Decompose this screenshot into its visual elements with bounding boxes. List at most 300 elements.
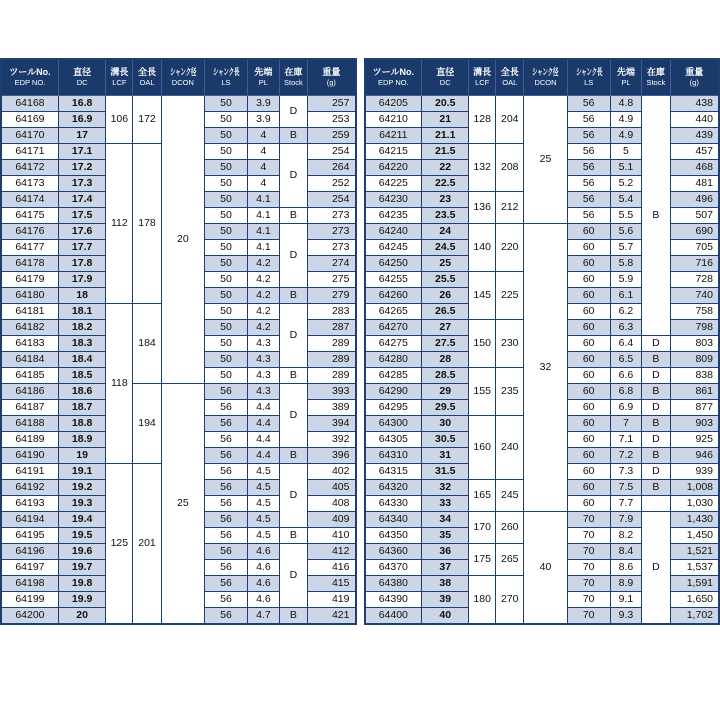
stock-cell: B xyxy=(642,479,670,495)
header-dc-jp: 直径 xyxy=(436,67,455,78)
edp-cell: 64275 xyxy=(365,335,422,351)
stock-cell: D xyxy=(279,95,307,127)
pl-cell: 4.3 xyxy=(248,335,280,351)
header-lcf xyxy=(106,59,133,95)
dc-cell: 24 xyxy=(422,223,469,239)
stock-cell: D xyxy=(279,463,307,527)
edp-cell: 64290 xyxy=(365,383,422,399)
ls-cell: 60 xyxy=(567,255,610,271)
dc-cell: 18.3 xyxy=(58,335,106,351)
ls-cell: 60 xyxy=(567,239,610,255)
edp-cell: 64315 xyxy=(365,463,422,479)
oal-cell: 184 xyxy=(133,303,162,383)
dc-cell: 19.8 xyxy=(58,575,106,591)
wt-cell: 877 xyxy=(670,399,719,415)
ls-cell: 56 xyxy=(567,95,610,111)
oal-cell: 208 xyxy=(496,143,524,191)
dcon-cell: 40 xyxy=(524,511,567,624)
edp-cell: 64320 xyxy=(365,479,422,495)
header-lcf-jp: 溝長 xyxy=(110,67,129,78)
dc-cell: 30.5 xyxy=(422,431,469,447)
edp-cell: 64179 xyxy=(1,271,58,287)
wt-cell: 728 xyxy=(670,271,719,287)
wt-cell: 273 xyxy=(308,207,356,223)
stock-cell: D xyxy=(642,511,670,624)
pl-cell: 6.2 xyxy=(610,303,641,319)
oal-cell: 260 xyxy=(496,511,524,543)
header-ls-en: LS xyxy=(584,77,594,87)
pl-cell: 7 xyxy=(610,415,641,431)
edp-cell: 64230 xyxy=(365,191,422,207)
dc-cell: 38 xyxy=(422,575,469,591)
pl-cell: 4.6 xyxy=(248,575,280,591)
oal-cell: 230 xyxy=(496,319,524,367)
ls-cell: 70 xyxy=(567,607,610,624)
lcf-cell: 136 xyxy=(469,191,496,223)
stock-cell: B xyxy=(279,127,307,143)
pl-cell: 4.3 xyxy=(248,367,280,383)
edp-cell: 64330 xyxy=(365,495,422,511)
header-wt-jp: 重量 xyxy=(322,67,341,78)
stock-cell: D xyxy=(279,383,307,447)
wt-cell: 275 xyxy=(308,271,356,287)
ls-cell: 60 xyxy=(567,463,610,479)
header-pl xyxy=(248,59,280,95)
ls-cell: 56 xyxy=(204,415,247,431)
header-pl-jp: 先端 xyxy=(616,67,635,78)
header-dc-jp: 直径 xyxy=(73,67,92,78)
pl-cell: 8.2 xyxy=(610,527,641,543)
wt-cell: 416 xyxy=(308,559,356,575)
header-lcf-en: LCF xyxy=(112,77,127,87)
pl-cell: 4.1 xyxy=(248,191,280,207)
header-dc-en: DC xyxy=(439,77,451,87)
edp-cell: 64174 xyxy=(1,191,58,207)
edp-cell: 64250 xyxy=(365,255,422,271)
edp-cell: 64194 xyxy=(1,511,58,527)
header-stock-jp: 在庫 xyxy=(646,67,665,78)
pl-cell: 7.7 xyxy=(610,495,641,511)
ls-cell: 56 xyxy=(204,559,247,575)
wt-cell: 468 xyxy=(670,159,719,175)
edp-cell: 64183 xyxy=(1,335,58,351)
ls-cell: 56 xyxy=(204,511,247,527)
dc-cell: 17.1 xyxy=(58,143,106,159)
edp-cell: 64178 xyxy=(1,255,58,271)
edp-cell: 64168 xyxy=(1,95,58,111)
wt-cell: 496 xyxy=(670,191,719,207)
header-wt-jp: 重量 xyxy=(685,67,704,78)
header-dc xyxy=(58,59,106,95)
pl-cell: 4.3 xyxy=(248,383,280,399)
ls-cell: 60 xyxy=(567,271,610,287)
edp-cell: 64390 xyxy=(365,591,422,607)
header-dcon xyxy=(524,59,567,95)
edp-cell: 64171 xyxy=(1,143,58,159)
pl-cell: 6.3 xyxy=(610,319,641,335)
lcf-cell: 160 xyxy=(469,415,496,479)
dc-cell: 17.3 xyxy=(58,175,106,191)
header-pl-en: PL xyxy=(258,77,268,87)
ls-cell: 50 xyxy=(204,175,247,191)
edp-cell: 64270 xyxy=(365,319,422,335)
dc-cell: 31.5 xyxy=(422,463,469,479)
header-edp-en: EDP NO. xyxy=(377,77,409,87)
spec-table-right xyxy=(364,58,720,625)
ls-cell: 60 xyxy=(567,399,610,415)
dc-cell: 19.2 xyxy=(58,479,106,495)
dc-cell: 17.7 xyxy=(58,239,106,255)
oal-cell: 235 xyxy=(496,367,524,415)
ls-cell: 60 xyxy=(567,335,610,351)
header-wt-en: (g) xyxy=(689,77,699,87)
pl-cell: 6.1 xyxy=(610,287,641,303)
oal-cell: 225 xyxy=(496,271,524,319)
header-oal xyxy=(496,59,524,95)
spec-table-left xyxy=(0,58,357,625)
lcf-cell: 106 xyxy=(106,95,133,143)
wt-cell: 257 xyxy=(308,95,356,111)
edp-cell: 64235 xyxy=(365,207,422,223)
lcf-cell: 150 xyxy=(469,319,496,367)
header-lcf xyxy=(469,59,496,95)
dcon-cell: 20 xyxy=(161,95,204,383)
dc-cell: 40 xyxy=(422,607,469,624)
dc-cell: 24.5 xyxy=(422,239,469,255)
wt-cell: 289 xyxy=(308,351,356,367)
pl-cell: 6.9 xyxy=(610,399,641,415)
edp-cell: 64187 xyxy=(1,399,58,415)
lcf-cell: 145 xyxy=(469,271,496,319)
pl-cell: 4.4 xyxy=(248,447,280,463)
ls-cell: 50 xyxy=(204,351,247,367)
ls-cell: 56 xyxy=(567,191,610,207)
wt-cell: 273 xyxy=(308,223,356,239)
edp-cell: 64245 xyxy=(365,239,422,255)
ls-cell: 56 xyxy=(567,175,610,191)
edp-cell: 64280 xyxy=(365,351,422,367)
ls-cell: 70 xyxy=(567,511,610,527)
dc-cell: 16.8 xyxy=(58,95,106,111)
header-stock-jp: 在庫 xyxy=(284,67,303,78)
edp-cell: 64220 xyxy=(365,159,422,175)
ls-cell: 50 xyxy=(204,127,247,143)
pl-cell: 7.9 xyxy=(610,511,641,527)
wt-cell: 838 xyxy=(670,367,719,383)
dc-cell: 19.7 xyxy=(58,559,106,575)
lcf-cell: 180 xyxy=(469,575,496,624)
edp-cell: 64175 xyxy=(1,207,58,223)
dc-cell: 17.8 xyxy=(58,255,106,271)
pl-cell: 4.2 xyxy=(248,303,280,319)
ls-cell: 56 xyxy=(567,143,610,159)
header-pl-jp: 先端 xyxy=(254,67,273,78)
wt-cell: 798 xyxy=(670,319,719,335)
ls-cell: 56 xyxy=(567,127,610,143)
edp-cell: 64191 xyxy=(1,463,58,479)
wt-cell: 409 xyxy=(308,511,356,527)
ls-cell: 50 xyxy=(204,159,247,175)
wt-cell: 394 xyxy=(308,415,356,431)
wt-cell: 758 xyxy=(670,303,719,319)
oal-cell: 240 xyxy=(496,415,524,479)
ls-cell: 60 xyxy=(567,447,610,463)
edp-cell: 64210 xyxy=(365,111,422,127)
stock-cell: D xyxy=(279,303,307,367)
pl-cell: 5.4 xyxy=(610,191,641,207)
pl-cell: 5 xyxy=(610,143,641,159)
ls-cell: 56 xyxy=(567,207,610,223)
stock-cell: B xyxy=(279,207,307,223)
lcf-cell: 112 xyxy=(106,143,133,303)
header-stock xyxy=(279,59,307,95)
stock-cell: B xyxy=(279,287,307,303)
wt-cell: 440 xyxy=(670,111,719,127)
dc-cell: 25.5 xyxy=(422,271,469,287)
stock-cell: B xyxy=(642,447,670,463)
stock-cell: B xyxy=(642,415,670,431)
ls-cell: 60 xyxy=(567,287,610,303)
header-edp xyxy=(365,59,422,95)
header-edp xyxy=(1,59,58,95)
header-edp-jp: ツールNo. xyxy=(9,67,51,78)
pl-cell: 4.2 xyxy=(248,271,280,287)
ls-cell: 56 xyxy=(567,159,610,175)
oal-cell: 245 xyxy=(496,479,524,511)
dc-cell: 28 xyxy=(422,351,469,367)
wt-cell: 946 xyxy=(670,447,719,463)
pl-cell: 3.9 xyxy=(248,95,280,111)
wt-cell: 939 xyxy=(670,463,719,479)
pl-cell: 4 xyxy=(248,127,280,143)
header-ls-jp: シャンク長 xyxy=(212,67,240,78)
lcf-cell: 118 xyxy=(106,303,133,463)
dc-cell: 20.5 xyxy=(422,95,469,111)
header-dc xyxy=(422,59,469,95)
ls-cell: 70 xyxy=(567,575,610,591)
pl-cell: 4.7 xyxy=(248,607,280,624)
dc-cell: 19.1 xyxy=(58,463,106,479)
pl-cell: 8.6 xyxy=(610,559,641,575)
wt-cell: 287 xyxy=(308,319,356,335)
edp-cell: 64265 xyxy=(365,303,422,319)
edp-cell: 64196 xyxy=(1,543,58,559)
pl-cell: 6.4 xyxy=(610,335,641,351)
pl-cell: 4.5 xyxy=(248,527,280,543)
pl-cell: 4.3 xyxy=(248,351,280,367)
wt-cell: 716 xyxy=(670,255,719,271)
wt-cell: 264 xyxy=(308,159,356,175)
pl-cell: 4.1 xyxy=(248,223,280,239)
dc-cell: 17 xyxy=(58,127,106,143)
ls-cell: 50 xyxy=(204,95,247,111)
dc-cell: 18.5 xyxy=(58,367,106,383)
pl-cell: 4 xyxy=(248,143,280,159)
pl-cell: 6.6 xyxy=(610,367,641,383)
header-row xyxy=(365,59,720,95)
ls-cell: 56 xyxy=(567,111,610,127)
wt-cell: 1,702 xyxy=(670,607,719,624)
stock-cell: D xyxy=(279,143,307,207)
header-stock-en: Stock xyxy=(284,77,303,87)
dc-cell: 26 xyxy=(422,287,469,303)
pl-cell: 6.5 xyxy=(610,351,641,367)
dc-cell: 36 xyxy=(422,543,469,559)
wt-cell: 903 xyxy=(670,415,719,431)
header-stock xyxy=(642,59,670,95)
dc-cell: 39 xyxy=(422,591,469,607)
stock-cell: B xyxy=(279,527,307,543)
header-dcon-jp: シャンク径 xyxy=(532,67,559,78)
header-wt xyxy=(308,59,356,95)
pl-cell: 4.1 xyxy=(248,207,280,223)
wt-cell: 415 xyxy=(308,575,356,591)
ls-cell: 50 xyxy=(204,239,247,255)
oal-cell: 212 xyxy=(496,191,524,223)
wt-cell: 803 xyxy=(670,335,719,351)
dc-cell: 32 xyxy=(422,479,469,495)
header-oal-jp: 全長 xyxy=(500,67,519,78)
stock-cell: D xyxy=(279,543,307,607)
dc-cell: 22 xyxy=(422,159,469,175)
ls-cell: 56 xyxy=(204,575,247,591)
dc-cell: 21 xyxy=(422,111,469,127)
lcf-cell: 125 xyxy=(106,463,133,624)
ls-cell: 70 xyxy=(567,591,610,607)
ls-cell: 50 xyxy=(204,191,247,207)
wt-cell: 408 xyxy=(308,495,356,511)
wt-cell: 925 xyxy=(670,431,719,447)
pl-cell: 9.1 xyxy=(610,591,641,607)
stock-cell: D xyxy=(642,399,670,415)
pl-cell: 7.3 xyxy=(610,463,641,479)
lcf-cell: 175 xyxy=(469,543,496,575)
edp-cell: 64340 xyxy=(365,511,422,527)
edp-cell: 64195 xyxy=(1,527,58,543)
header-wt-en: (g) xyxy=(326,77,336,87)
oal-cell: 204 xyxy=(496,95,524,143)
header-ls xyxy=(567,59,610,95)
pl-cell: 7.5 xyxy=(610,479,641,495)
oal-cell: 265 xyxy=(496,543,524,575)
wt-cell: 481 xyxy=(670,175,719,191)
stock-cell: B xyxy=(279,607,307,624)
edp-cell: 64176 xyxy=(1,223,58,239)
ls-cell: 70 xyxy=(567,543,610,559)
stock-cell xyxy=(642,495,670,511)
ls-cell: 50 xyxy=(204,143,247,159)
wt-cell: 253 xyxy=(308,111,356,127)
stock-cell: D xyxy=(642,463,670,479)
wt-cell: 861 xyxy=(670,383,719,399)
lcf-cell: 170 xyxy=(469,511,496,543)
header-oal xyxy=(133,59,162,95)
wt-cell: 402 xyxy=(308,463,356,479)
wt-cell: 1,650 xyxy=(670,591,719,607)
ls-cell: 50 xyxy=(204,303,247,319)
edp-cell: 64370 xyxy=(365,559,422,575)
wt-cell: 393 xyxy=(308,383,356,399)
pl-cell: 5.9 xyxy=(610,271,641,287)
edp-cell: 64350 xyxy=(365,527,422,543)
wt-cell: 1,450 xyxy=(670,527,719,543)
wt-cell: 405 xyxy=(308,479,356,495)
edp-cell: 64305 xyxy=(365,431,422,447)
wt-cell: 396 xyxy=(308,447,356,463)
pl-cell: 5.5 xyxy=(610,207,641,223)
dc-cell: 18 xyxy=(58,287,106,303)
edp-cell: 64169 xyxy=(1,111,58,127)
pl-cell: 8.9 xyxy=(610,575,641,591)
lcf-cell: 140 xyxy=(469,223,496,271)
ls-cell: 60 xyxy=(567,351,610,367)
wt-cell: 254 xyxy=(308,143,356,159)
ls-cell: 50 xyxy=(204,223,247,239)
pl-cell: 8.4 xyxy=(610,543,641,559)
lcf-cell: 132 xyxy=(469,143,496,191)
dc-cell: 16.9 xyxy=(58,111,106,127)
header-oal-jp: 全長 xyxy=(138,67,157,78)
dc-cell: 26.5 xyxy=(422,303,469,319)
dc-cell: 28.5 xyxy=(422,367,469,383)
pl-cell: 4.2 xyxy=(248,319,280,335)
edp-cell: 64198 xyxy=(1,575,58,591)
edp-cell: 64193 xyxy=(1,495,58,511)
oal-cell: 172 xyxy=(133,95,162,143)
dcon-cell: 25 xyxy=(161,383,204,624)
header-ls-en: LS xyxy=(221,77,231,87)
edp-cell: 64205 xyxy=(365,95,422,111)
spec-tables xyxy=(0,58,720,625)
ls-cell: 56 xyxy=(204,479,247,495)
edp-cell: 64181 xyxy=(1,303,58,319)
header-dc-en: DC xyxy=(76,77,88,87)
header-dcon xyxy=(161,59,204,95)
pl-cell: 4.5 xyxy=(248,511,280,527)
ls-cell: 60 xyxy=(567,495,610,511)
pl-cell: 4.8 xyxy=(610,95,641,111)
edp-cell: 64380 xyxy=(365,575,422,591)
stock-cell: D xyxy=(642,335,670,351)
edp-cell: 64185 xyxy=(1,367,58,383)
edp-cell: 64225 xyxy=(365,175,422,191)
ls-cell: 60 xyxy=(567,415,610,431)
stock-cell: B xyxy=(642,383,670,399)
edp-cell: 64295 xyxy=(365,399,422,415)
edp-cell: 64170 xyxy=(1,127,58,143)
edp-cell: 64180 xyxy=(1,287,58,303)
dc-cell: 35 xyxy=(422,527,469,543)
edp-cell: 64177 xyxy=(1,239,58,255)
wt-cell: 389 xyxy=(308,399,356,415)
wt-cell: 274 xyxy=(308,255,356,271)
dc-cell: 29 xyxy=(422,383,469,399)
stock-cell: D xyxy=(642,431,670,447)
wt-cell: 740 xyxy=(670,287,719,303)
ls-cell: 50 xyxy=(204,367,247,383)
pl-cell: 4.4 xyxy=(248,399,280,415)
ls-cell: 56 xyxy=(204,607,247,624)
pl-cell: 5.2 xyxy=(610,175,641,191)
edp-cell: 64190 xyxy=(1,447,58,463)
dc-cell: 34 xyxy=(422,511,469,527)
pl-cell: 4.4 xyxy=(248,415,280,431)
edp-cell: 64360 xyxy=(365,543,422,559)
edp-cell: 64211 xyxy=(365,127,422,143)
pl-cell: 5.7 xyxy=(610,239,641,255)
edp-cell: 64172 xyxy=(1,159,58,175)
pl-cell: 4.5 xyxy=(248,463,280,479)
